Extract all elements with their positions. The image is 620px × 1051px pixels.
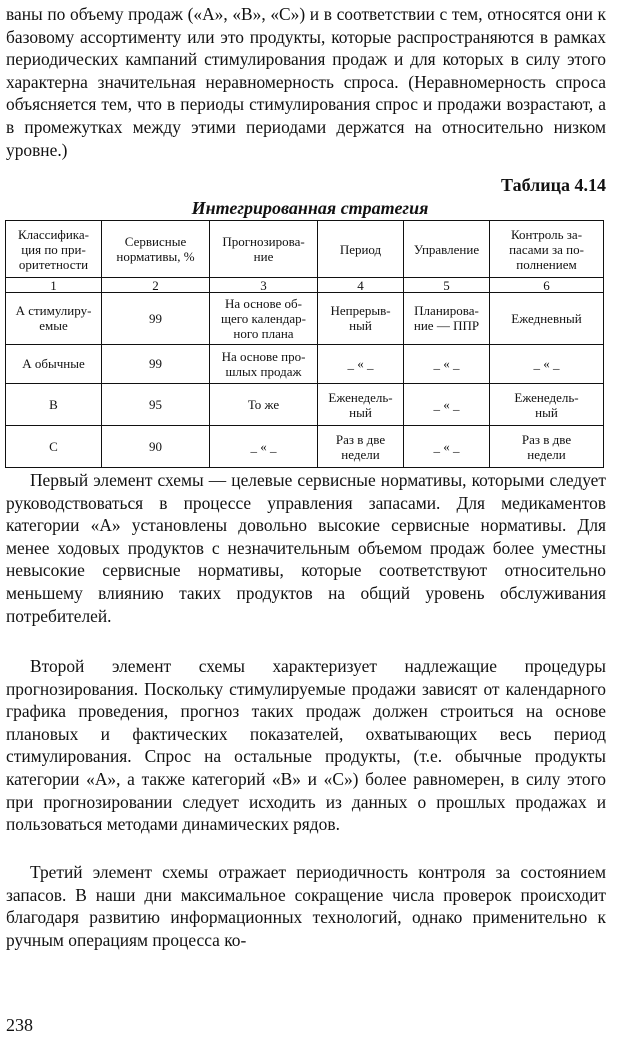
table-cell: С — [6, 426, 102, 468]
table-header-row — [6, 221, 604, 278]
table-cell: Еженедель- ный — [318, 384, 404, 426]
column-number: 2 — [102, 278, 210, 293]
table-cell: _ « _ — [210, 426, 318, 468]
table-cell: А стимулиру- емые — [6, 293, 102, 345]
table-cell: Непрерыв- ный — [318, 293, 404, 345]
table-row — [6, 384, 604, 426]
paragraph-third-element: Третий элемент схемы отражает периодичность контроля за состоянием запасов. В наши дни максимальное сокращение числа проверок происходит благодаря развитию информационных технологий, однако применительно к ручным операциям процесса ко- — [6, 862, 606, 950]
table-cell: Планирова- ние — ППР — [404, 293, 490, 345]
table-cell: А обычные — [6, 344, 102, 384]
table-cell: _ « _ — [490, 344, 604, 384]
table-cell: Еженедель- ный — [490, 384, 604, 426]
strategy-table — [5, 220, 604, 468]
table-cell: _ « _ — [404, 384, 490, 426]
column-number: 1 — [6, 278, 102, 293]
table-cell: 90 — [102, 426, 210, 468]
header-cell: Управление — [404, 221, 490, 278]
column-number: 3 — [210, 278, 318, 293]
table-cell: Ежедневный — [490, 293, 604, 345]
header-cell: Контроль за- пасами за по- полнением — [490, 221, 604, 278]
column-number: 6 — [490, 278, 604, 293]
table-row — [6, 293, 604, 345]
column-number-row — [6, 278, 604, 293]
header-cell: Классифика- ция по при- оритетности — [6, 221, 102, 278]
table-cell: _ « _ — [404, 426, 490, 468]
page-number: 238 — [6, 1015, 33, 1035]
table-cell: На основе об- щего календар- ного плана — [210, 293, 318, 345]
header-cell: Период — [318, 221, 404, 278]
table-title: Интегрированная стратегия — [191, 198, 429, 218]
paragraph-first-element: Первый элемент схемы — целевые сервисные нормативы, которыми следует руководствоваться в процессе управления запасами. Для медикаментов категории «А» установлены довольно высокие сервисные нормативы. Для менее ходовых продуктов с незначительным объемом продаж более уместны невысокие сервисные нормативы, которые соответствуют относительно меньшему влиянию таких продуктов на общий уровень обслуживания потребителей. — [6, 470, 606, 626]
table-cell: Раз в две недели — [490, 426, 604, 468]
table-cell: 95 — [102, 384, 210, 426]
table-cell: _ « _ — [318, 344, 404, 384]
header-cell: Сервисные нормативы, % — [102, 221, 210, 278]
table-cell: Раз в две недели — [318, 426, 404, 468]
table-cell: 99 — [102, 344, 210, 384]
table-cell: В — [6, 384, 102, 426]
table-cell: _ « _ — [404, 344, 490, 384]
table-row — [6, 344, 604, 384]
table-label: Таблица 4.14 — [501, 175, 606, 195]
table-cell: На основе про- шлых продаж — [210, 344, 318, 384]
table-row — [6, 426, 604, 468]
table-cell: 99 — [102, 293, 210, 345]
header-cell: Прогнозирова- ние — [210, 221, 318, 278]
table-cell: То же — [210, 384, 318, 426]
column-number: 4 — [318, 278, 404, 293]
column-number: 5 — [404, 278, 490, 293]
intro-paragraph: ваны по объему продаж («А», «В», «С») и в соответствии с тем, относятся они к базовому ассортименту или это продукты, которые распространяются в рамках периодических кампаний стимулирования продаж и для которых в силу этого характерна значительная неравномерность спроса. (Неравномерность спроса объясняется тем, что в периоды стимулирования спрос и продажи возрастают, а в промежутках между этими периодами держатся на относительно низком уровне.) — [6, 4, 606, 160]
paragraph-second-element: Второй элемент схемы характеризует надлежащие процедуры прогнозирования. Поскольку стимулируемые продажи зависят от календарного графика проведения, прогноз таких продаж должен строиться на основе плановых и фактических показателей, охватывающих весь период стимулирования. Спрос на остальные продукты, (т.е. обычные продукты категории «А», а также категорий «В» и «С») более равномерен, в силу этого при прогнозировании следует исходить из данных о прошлых продажах и пользоваться методами динамических рядов. — [6, 656, 606, 835]
